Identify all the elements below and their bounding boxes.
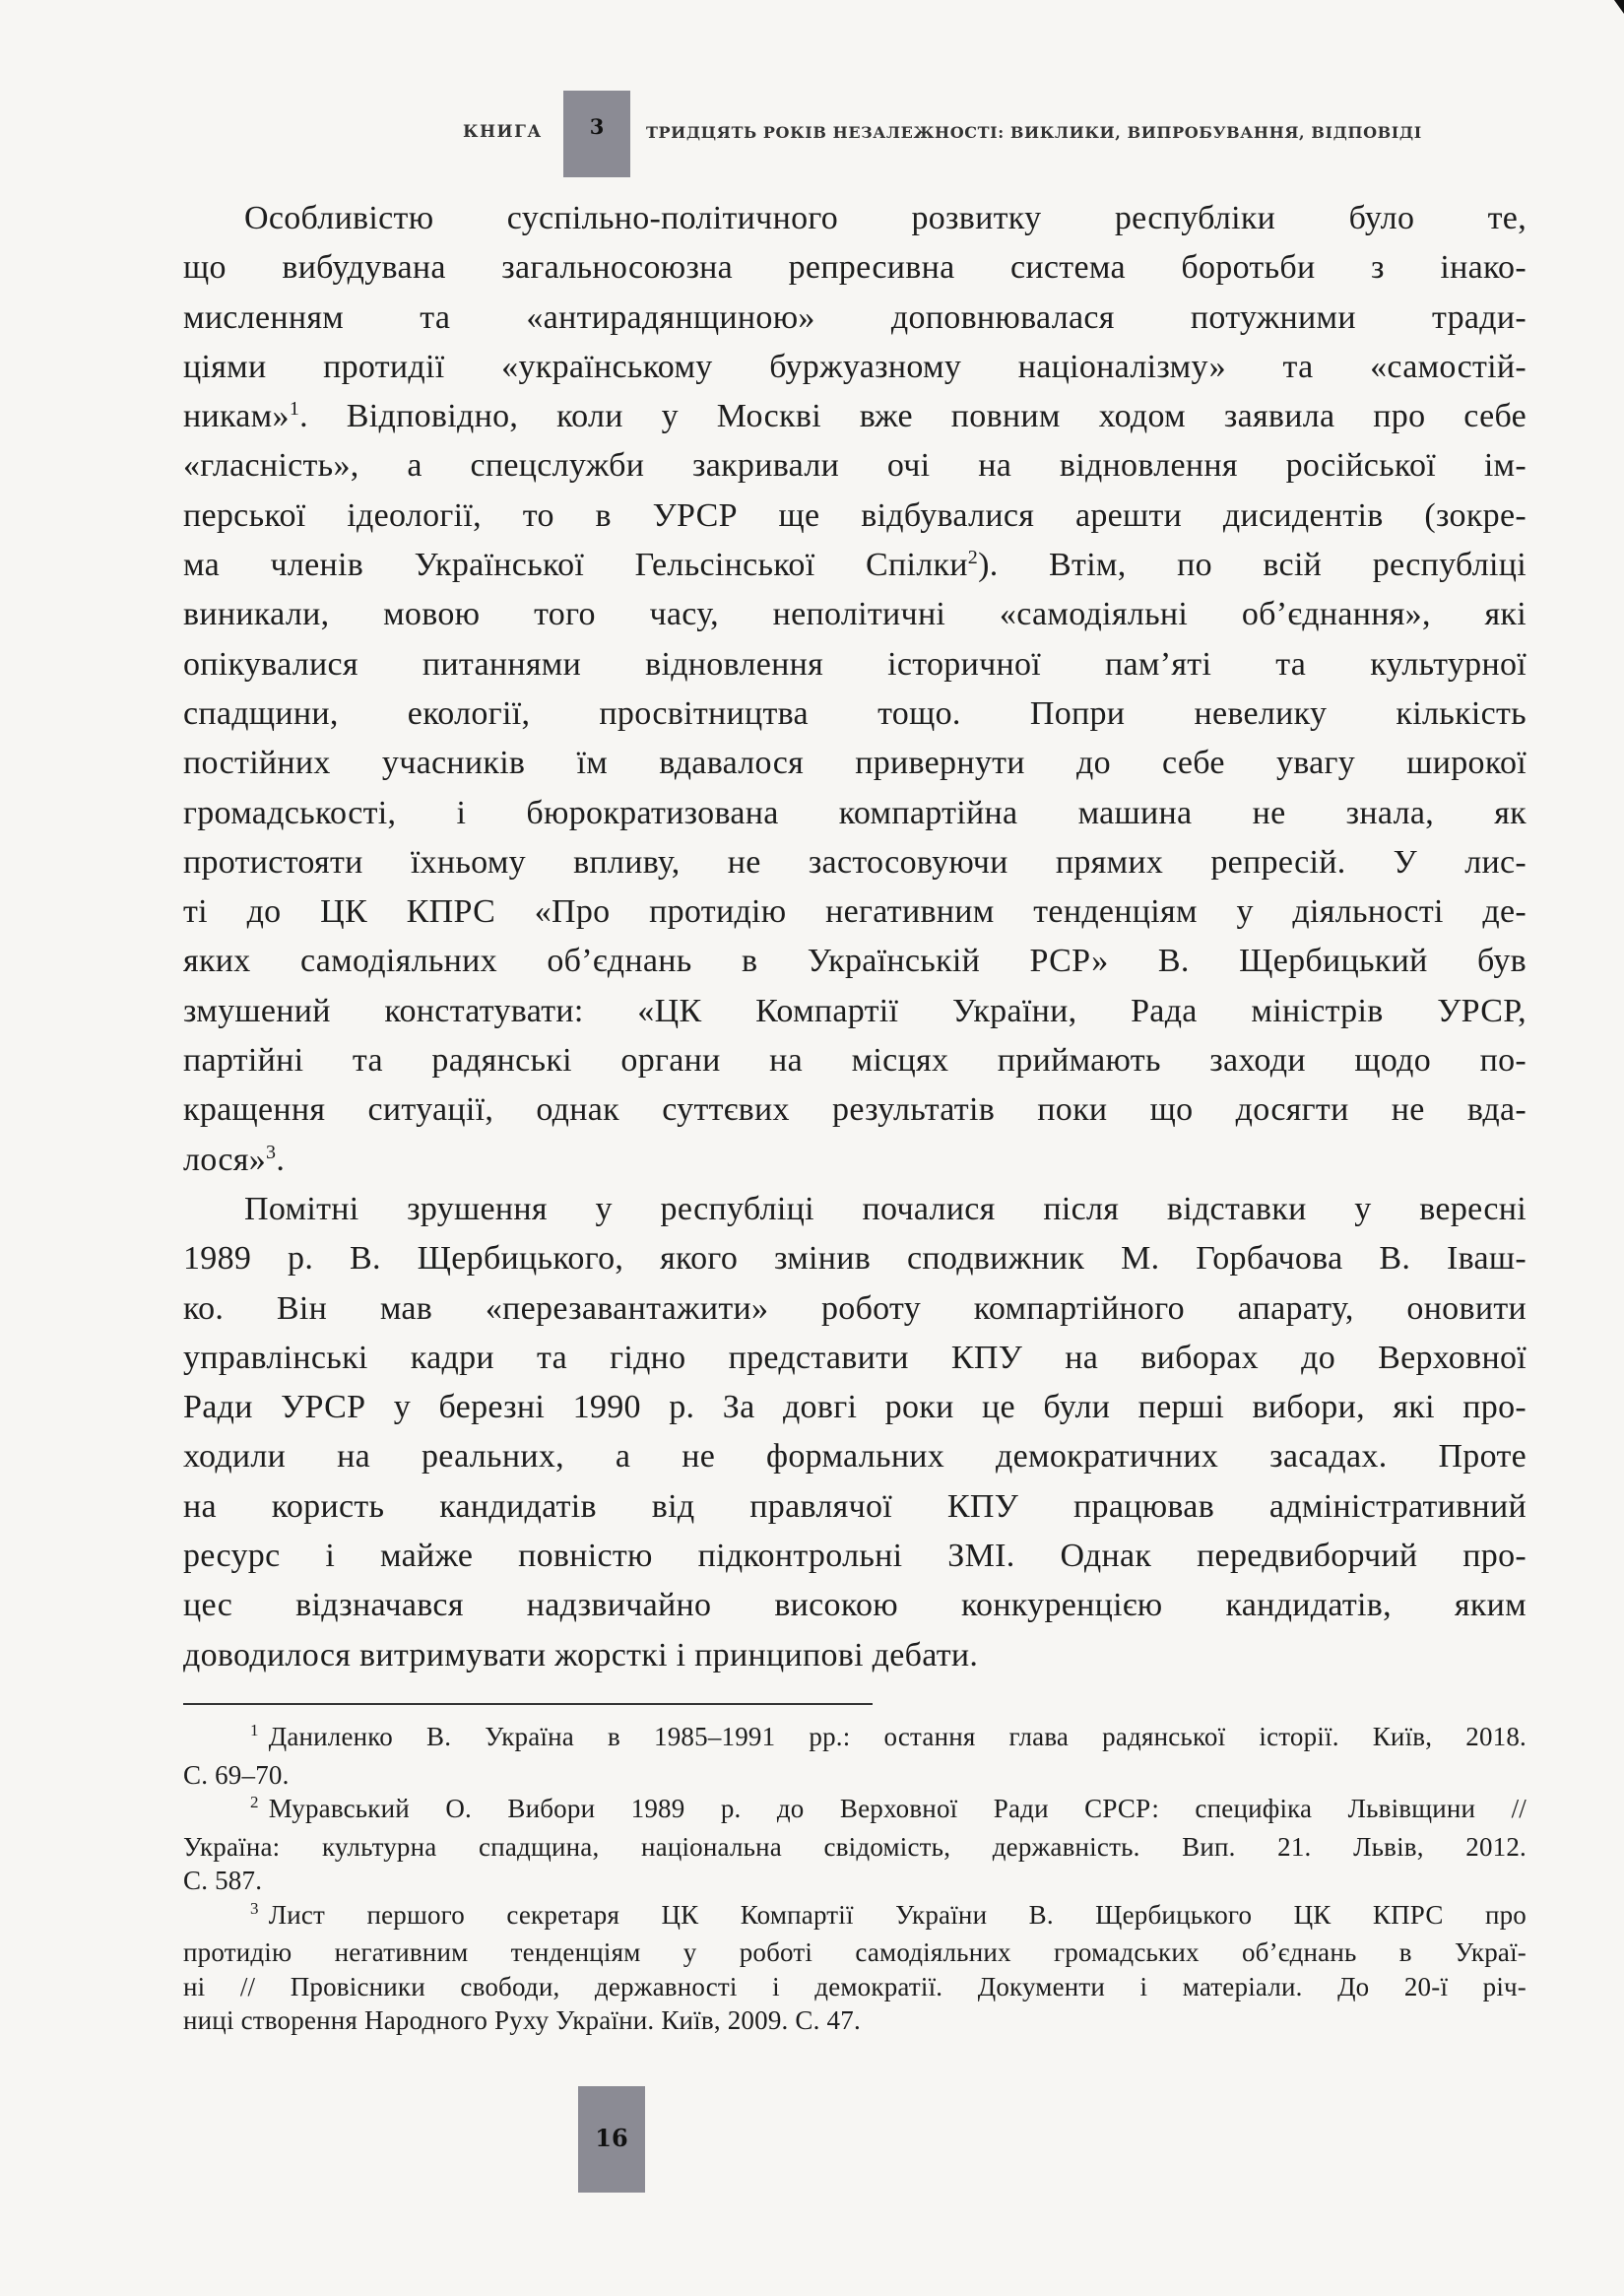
text-line: виникали, мовою того часу, неполітичні «самодіяльні об’єднання», які [183,596,1527,633]
main-text [183,194,1527,1680]
footnote-2 [183,1792,1527,1898]
running-title: ТРИДЦЯТЬ РОКІВ НЕЗАЛЕЖНОСТІ: ВИКЛИКИ, ВИПРОБУВАННЯ, ВІДПОВІДІ [646,123,1422,142]
text-line: що вибудувана загальносоюзна репресивна система боротьби з інако- [183,249,1527,287]
text-line: Ради УРСР у березні 1990 р. За довгі роки це були перші вибори, які про- [183,1389,1527,1426]
footnote-line: $^1$ Даниленко В. Україна в 1985–1991 рр.: остання глава радянської історії. Київ, 2018. [250,1721,1527,1751]
text-line: Особливістю суспільно-політичного розвитку республіки було те, [244,200,1527,236]
text-line: управлінські кадри та гідно представити КПУ на виборах до Верховної [183,1339,1527,1376]
text-line: змушений констатувати: «ЦК Компартії України, Рада міністрів УРСР, [183,992,1527,1029]
text-line: ходили на реальних, а не формальних демократичних засадах. Проте [183,1438,1527,1476]
page-number-badge [578,2086,645,2193]
footnote-ref-3: 3 [266,1141,277,1163]
text-line: громадськості, і бюрократизована компартійна машина не знала, як [183,794,1527,831]
text-line: спадщини, екології, просвітництва тощо. Попри невелику кількість [183,694,1527,732]
book-number: 3 [589,114,605,139]
text-line: цес відзначався надзвичайно високою конкуренцією кандидатів, яким [183,1587,1527,1624]
footnotes [183,1720,1527,2038]
footnote-1 [183,1720,1527,1792]
text-line: опікувалися питаннями відновлення історичної пам’яті та культурної [183,645,1527,683]
text-line: ма членів Української Гельсінської Спілки$^2$). Втім, по всій республіці [183,547,1527,584]
text-line: на користь кандидатів від правлячої КПУ працював адміністративний [183,1487,1527,1525]
text-line: никам»$^1$. Відповідно, коли у Москві вже повним ходом заявила про себе [183,398,1527,435]
footnote-number: 3 [250,1898,259,1918]
footnote-3 [183,1898,1527,2038]
footnote-line: С. 69–70. [183,1759,290,1790]
running-header [0,91,1624,179]
text-line: партійні та радянські органи на місцях приймають заходи щодо по- [183,1042,1527,1080]
text-line: яких самодіяльних об’єднань в Українській РСР» В. Щербицький був [183,943,1527,980]
text-line: ті до ЦК КПРС «Про протидію негативним тенденціям у діяльності де- [183,893,1527,931]
text-line: ресурс і майже повністю підконтрольні ЗМІ. Однак передвиборчий про- [183,1538,1527,1575]
footnote-line: $^3$ Лист першого секретаря ЦК Компартії України В. Щербицького ЦК КПРС про [250,1898,1527,1930]
footnote-line: $^2$ Муравський О. Вибори 1989 р. до Верховної Ради СРСР: специфіка Львівщини // [250,1793,1527,1823]
footnote-ref-1: 1 [289,398,300,421]
book-label: КНИГА [463,122,543,142]
footnote-divider [183,1703,873,1705]
footnote-line: С. 587. [183,1866,263,1895]
footnote-line: ні // Провісники свободи, державності і демократії. Документи і матеріали. До 20-ї річ- [183,1971,1527,2001]
corner-mark [1614,0,1624,14]
footnote-line: Україна: культурна спадщина, національна свідомість, державність. Вип. 21. Львів, 2012. [183,1831,1527,1862]
text-line: лося»$^3$. [183,1141,286,1178]
footnote-line: протидію негативним тенденціям у роботі самодіяльних громадських об’єднань в Украї- [183,1937,1527,1967]
footnote-number: 1 [250,1721,259,1739]
book-number-badge [563,91,630,177]
text-line: доводилося витримувати жорсткі і принципові дебати. [183,1636,979,1673]
text-line: кращення ситуації, однак суттєвих результатів поки що досягти не вда- [183,1091,1527,1129]
page-number: 16 [595,2124,628,2152]
text-line: Помітні зрушення у республіці почалися після відставки у вересні [244,1190,1527,1227]
footnote-ref-2: 2 [967,547,979,569]
text-line: мисленням та «антирадянщиною» доповнювалася потужними тради- [183,298,1527,336]
text-line: протистояти їхньому впливу, не застосовуючи прямих репресій. У лис- [183,843,1527,881]
text-line: перської ідеології, то в УРСР ще відбувалися арешти дисидентів (зокре- [183,496,1527,534]
text-line: постійних учасників їм вдавалося привернути до себе увагу широкої [183,745,1527,782]
text-line: ко. Він мав «перезавантажити» роботу компартійного апарату, оновити [183,1289,1527,1327]
text-line: ціями протидії «українському буржуазному націоналізму» та «самостій- [183,348,1527,385]
text-line: 1989 р. В. Щербицького, якого змінив сподвижник М. Горбачова В. Іваш- [183,1240,1527,1278]
text-line: «гласність», а спецслужби закривали очі на відновлення російської ім- [183,447,1527,485]
footnote-number: 2 [250,1793,259,1811]
footnote-line: ниці створення Народного Руху України. Київ, 2009. С. 47. [183,2005,861,2035]
